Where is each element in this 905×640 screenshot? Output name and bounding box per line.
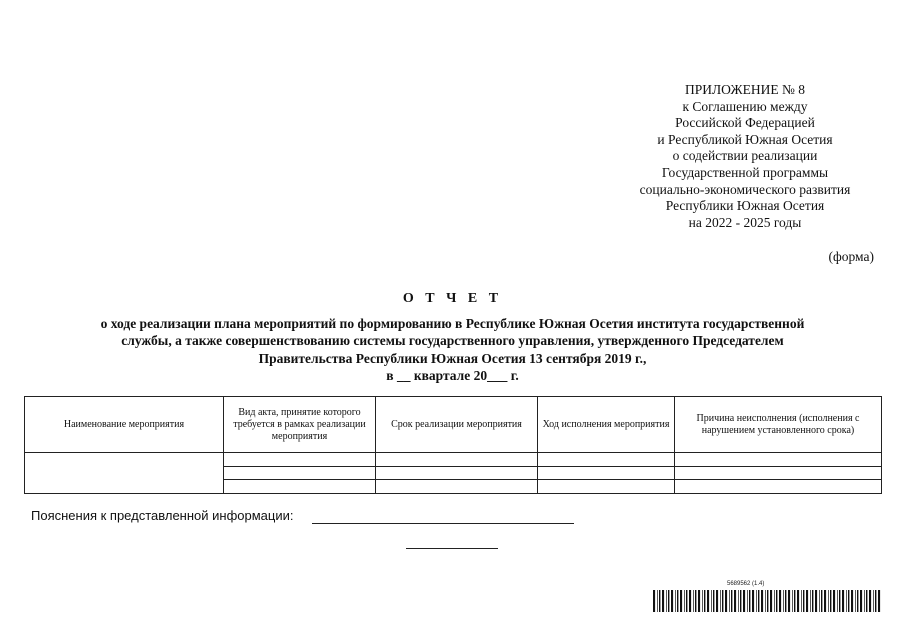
appendix-line: на 2022 - 2025 годы <box>688 214 802 230</box>
appendix-block <box>600 82 890 231</box>
table-cell[interactable] <box>376 480 538 494</box>
report-title: О Т Ч Е Т <box>402 291 503 306</box>
report-table <box>24 396 882 494</box>
table-row <box>25 453 882 467</box>
appendix-line: Республики Южная Осетия <box>665 198 825 214</box>
col-header-act-type: Вид акта, принятие которого требуется в рамках реализации мероприятия <box>224 397 376 453</box>
table-cell[interactable] <box>224 466 376 480</box>
appendix-line: о содействии реализации <box>672 148 818 164</box>
report-subtitle <box>40 315 865 384</box>
subtitle-line: Правительства Республики Южная Осетия 13 сентября 2019 г., <box>258 350 647 366</box>
col-header-deadline: Срок реализации мероприятия <box>376 397 538 453</box>
table-cell[interactable] <box>224 453 376 467</box>
subtitle-line: службы, а также совершенствованию системы государственного управления, утвержденного Председателем <box>121 333 784 349</box>
table-cell[interactable] <box>675 466 882 480</box>
table-header-row <box>25 397 882 453</box>
form-label: (форма) <box>828 249 874 264</box>
appendix-line: ПРИЛОЖЕНИЕ № 8 <box>684 82 806 97</box>
col-header-event-name: Наименование мероприятия <box>25 397 224 453</box>
table-cell[interactable] <box>224 480 376 494</box>
separator-line <box>406 548 498 549</box>
explanation-underline[interactable] <box>312 523 574 524</box>
appendix-line: и Республикой Южная Осетия <box>657 131 833 147</box>
col-header-reason: Причина неисполнения (исполнения с нарушением установленного срока) <box>675 397 882 453</box>
table-cell[interactable] <box>376 453 538 467</box>
barcode-icon <box>653 590 883 612</box>
table-cell[interactable] <box>538 453 675 467</box>
table-cell[interactable] <box>376 466 538 480</box>
col-header-progress: Ход исполнения мероприятия <box>538 397 675 453</box>
explanation-label: Пояснения к представленной информации: <box>31 508 294 523</box>
appendix-line: Российской Федерацией <box>675 115 815 131</box>
table-cell[interactable] <box>538 480 675 494</box>
barcode-number: 5689562 (1.4) <box>727 581 765 587</box>
appendix-line: Государственной программы <box>661 164 829 180</box>
subtitle-line: в __ квартале 20___ г. <box>386 367 519 383</box>
table-cell[interactable] <box>675 453 882 467</box>
subtitle-line: о ходе реализации плана мероприятий по формированию в Республике Южная Осетия института государственной <box>100 316 805 331</box>
table-cell[interactable] <box>538 466 675 480</box>
appendix-line: к Соглашению между <box>682 98 808 114</box>
table-cell[interactable] <box>675 480 882 494</box>
table-cell-event-name[interactable] <box>25 453 224 494</box>
appendix-line: социально-экономического развития <box>639 181 851 197</box>
